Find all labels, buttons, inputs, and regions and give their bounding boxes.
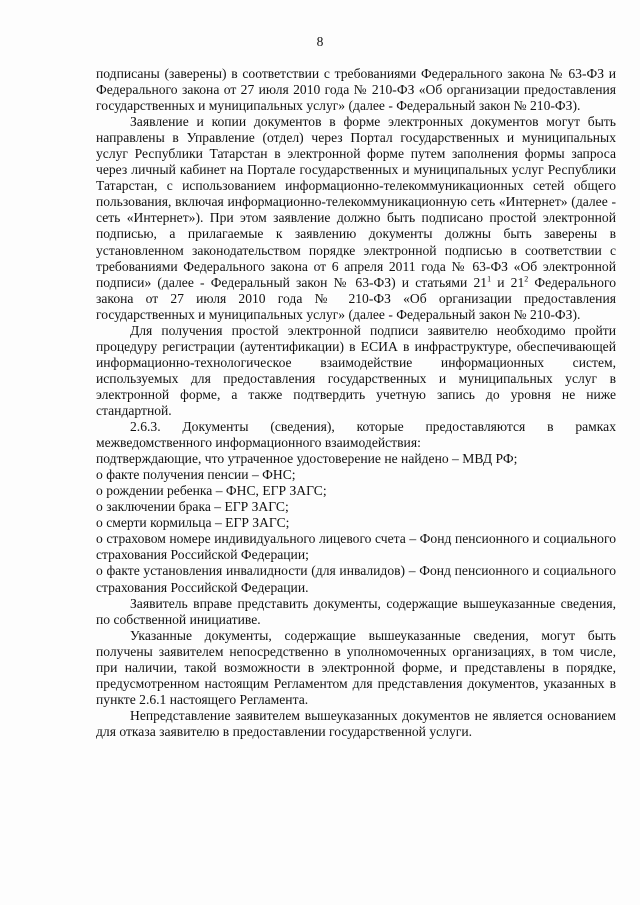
list-item: подтверждающие, что утраченное удостоверение не найдено – МВД РФ; xyxy=(96,451,518,467)
paragraph-own-initiative: Заявитель вправе представить документы, содержащие вышеуказанные сведения, по собственной инициативе. xyxy=(96,595,616,627)
paragraph-non-submission: Непредставление заявителем вышеуказанных документов не является основанием для отказа заявителю в предоставлении государственной услуги. xyxy=(96,707,616,739)
paragraph-text-part: Заявление и копии документов в форме электронных документов могут быть направлены в Управление (отдел) через Портал государственных и муниципальных услуг Республики Татарстан в электронной форме путем заполнения формы запроса через личный кабинет на Портале государственных и муниципальных услуг Республики Татарстан, с использованием информационно-телекоммуникационных сетей общего пользования, включая информационно-телекоммуникационную сеть «Интернет» (далее - сеть «Интернет»). При этом заявление должно быть подписано простой электронной подписью, а прилагаемые к заявлению документы должны быть заверены в установленном законодательством порядке электронной подписью в соответствии с требованиями Федерального закона от 6 апреля 2011 года № 63-ФЗ «Об электронной подписи» (далее - Федеральный закон № 63-ФЗ) и статьями 21 xyxy=(96,114,616,290)
list-item: о смерти кормильца – ЕГР ЗАГС; xyxy=(96,515,290,531)
document-body xyxy=(96,66,616,740)
superscript: 2 xyxy=(524,274,529,284)
list-item: о факте получения пенсии – ФНС; xyxy=(96,467,296,483)
paragraph-simple-signature: Для получения простой электронной подписи заявителю необходимо пройти процедуру регистрации (аутентификации) в ЕСИА в инфраструктуре, обеспечивающей информационно-технологическое взаимодействие информационных систем, используемых для предоставления государственных и муниципальных услуг в электронной форме, а также подтвердить учетную запись до уровня не ниже стандартной. xyxy=(96,322,616,418)
paragraph-electronic-submission xyxy=(96,114,616,323)
list-item: о заключении брака – ЕГР ЗАГС; xyxy=(96,499,289,515)
list-item: о факте установления инвалидности (для инвалидов) – Фонд пенсионного и социального страхования Российской Федерации. xyxy=(96,563,616,595)
list-item: о рождении ребенка – ФНС, ЕГР ЗАГС; xyxy=(96,483,327,499)
paragraph-text-part: и 21 xyxy=(491,274,525,290)
paragraph-section-2-6-3: 2.6.3. Документы (сведения), которые предоставляются в рамках межведомственного информационного взаимодействия: xyxy=(96,419,616,451)
list-item: о страховом номере индивидуального лицевого счета – Фонд пенсионного и социального страхования Российской Федерации; xyxy=(96,531,616,563)
page-number: 8 xyxy=(316,34,324,49)
paragraph-obtaining-documents: Указанные документы, содержащие вышеуказанные сведения, могут быть получены заявителем непосредственно в уполномоченных организациях, в том числе, при наличии, такой возможности в электронной форме, и представлены в порядке, предусмотренном настоящим Регламентом для представления документов, указанных в пункте 2.6.1 настоящего Регламента. xyxy=(96,627,616,707)
paragraph-continuation: подписаны (заверены) в соответствии с требованиями Федерального закона № 63-ФЗ и Федерального закона от 27 июля 2010 года № 210-ФЗ «Об организации предоставления государственных и муниципальных услуг» (далее - Федеральный закон № 210-ФЗ). xyxy=(96,66,616,114)
paragraph-text-part: Федерального закона от 27 июля 2010 года № 210-ФЗ «Об организации предоставления государственных и муниципальных услуг» (далее - Федеральный закон № 210-ФЗ). xyxy=(96,274,616,322)
superscript: 1 xyxy=(487,274,492,284)
